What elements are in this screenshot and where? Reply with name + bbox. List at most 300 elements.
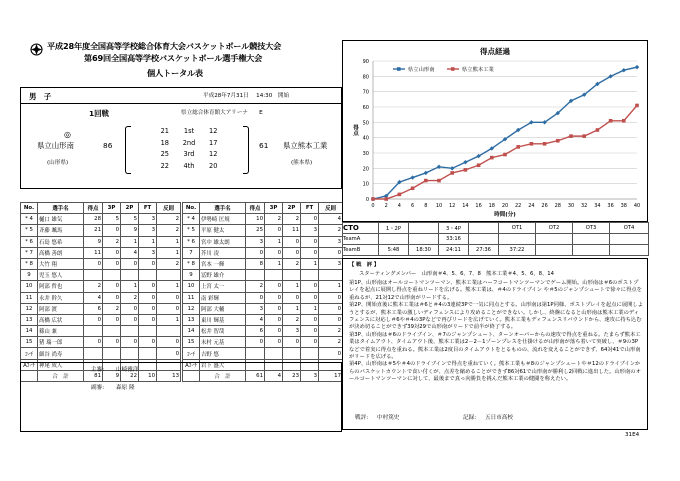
- stat-cell: 9: [183, 270, 200, 281]
- stat-cell: 12: [183, 303, 200, 314]
- stat-cell: 1: [283, 303, 301, 314]
- table-row: [183, 270, 343, 281]
- stat-cell: 9: [121, 225, 139, 236]
- stat-cell: 0: [84, 337, 103, 348]
- player-name-cell: 冨野 雄介: [200, 270, 246, 281]
- stat-cell: 4: [265, 370, 283, 381]
- y-tick-label: 70: [362, 89, 369, 96]
- player-name-cell: 阿部 哲也: [38, 281, 84, 292]
- table-row: [183, 326, 343, 337]
- quarter-scores: [139, 127, 239, 173]
- player-name-cell: 合 計: [38, 370, 84, 381]
- player-name-cell: 児玉 悠人: [38, 270, 84, 281]
- cto-cell: [573, 234, 610, 245]
- report-subtitle: 個人トータル表: [147, 68, 203, 78]
- stat-cell: 1: [121, 236, 139, 247]
- stat-cell: * 4: [183, 214, 200, 225]
- stat-cell: [301, 270, 319, 281]
- legend-marker: [451, 67, 455, 71]
- stat-cell: 0: [84, 314, 103, 325]
- stat-cell: 5: [121, 214, 139, 225]
- table-row: [21, 258, 181, 269]
- cto-cell: OT1: [499, 223, 536, 234]
- stat-cell: 2P: [283, 203, 301, 214]
- table-row: [183, 314, 343, 325]
- stat-cell: 0: [283, 337, 301, 348]
- player-name-cell: 篠山 兼: [38, 326, 84, 337]
- cto-cell: OT2: [536, 223, 573, 234]
- player-name-cell: 石島 悠希: [38, 236, 84, 247]
- starting-members: スターティングメンバー 山形南＃4、5、6、7、8 熊本工業＃4、5、6、8、14: [359, 271, 555, 277]
- stat-cell: [157, 270, 181, 281]
- game-info-panel: [20, 87, 342, 189]
- stat-cell: 28: [84, 214, 103, 225]
- x-tick-label: 26: [541, 203, 548, 209]
- stat-cell: 2: [103, 236, 121, 247]
- player-name-cell: 合 計: [200, 370, 246, 381]
- stat-cell: 2: [246, 281, 265, 292]
- stat-cell: 0: [157, 337, 181, 348]
- data-point: [450, 171, 454, 175]
- table-header-row: [183, 203, 343, 214]
- table-row: [183, 258, 343, 269]
- stat-cell: Aｺｰﾁ: [21, 359, 38, 370]
- stat-cell: 6: [246, 326, 265, 337]
- stat-cell: 2: [283, 314, 301, 325]
- data-point: [463, 160, 467, 164]
- stat-cell: 1: [157, 247, 181, 258]
- stat-cell: 21: [84, 225, 103, 236]
- stat-cell: 3P: [103, 203, 121, 214]
- stat-cell: 0: [265, 337, 283, 348]
- stat-cell: 反則: [319, 203, 343, 214]
- y-tick-label: 10: [362, 181, 369, 188]
- stat-cell: 3: [301, 225, 319, 236]
- stat-cell: 0: [84, 258, 103, 269]
- data-point: [424, 179, 428, 183]
- stat-cell: 1: [157, 236, 181, 247]
- x-tick-label: 16: [475, 203, 482, 209]
- stat-cell: 0: [139, 281, 157, 292]
- x-tick-label: 20: [501, 203, 509, 209]
- stat-cell: 7: [183, 247, 200, 258]
- cto-cell: 18:30: [409, 245, 439, 256]
- player-name-cell: 斉藤 颯馬: [38, 225, 84, 236]
- stat-cell: 0: [283, 236, 301, 247]
- data-point: [398, 193, 402, 197]
- commentary-q3: 第3P、山形南は＃6のドライブイン、＃7のジャンプシュート、ターンオーバーからの速攻で得点を重ねる。たまらず熊本工業はタイムアウト、タイムアウト後、熊本工業は2－2－1ゾーンプレスを仕掛けるが山形南が落ち着いて突破し、＃9の3Pなどで着実に得点を重ねる。熊本工業は2度目のタイムアウトをとるものの、流れを変えることができず、64対41で山形南がリードを広げる。: [349, 331, 641, 361]
- stat-cell: 2: [157, 258, 181, 269]
- stat-cell: 0: [301, 314, 319, 325]
- x-tick-label: 14: [462, 203, 469, 209]
- player-name-cell: 選手名: [38, 203, 84, 214]
- x-tick-label: 36: [607, 203, 614, 209]
- quarter-row: 22 4th 20: [160, 161, 218, 170]
- data-point: [464, 168, 468, 172]
- data-point: [503, 153, 507, 157]
- legend-marker: [397, 67, 401, 71]
- stat-cell: 10: [183, 281, 200, 292]
- player-name-cell: 東川 輝基: [200, 314, 246, 325]
- x-tick-label: 30: [567, 203, 575, 209]
- stat-cell: ｺｰﾁ: [183, 348, 200, 359]
- commentary-panel: [342, 258, 648, 430]
- page-code: 31E4: [625, 432, 640, 438]
- chart-title: 得点経過: [480, 47, 510, 56]
- stat-cell: [139, 348, 157, 359]
- cto-cell: [610, 234, 649, 245]
- officials-panel: [20, 362, 342, 432]
- stat-cell: [246, 270, 265, 281]
- table-row: [21, 270, 181, 281]
- stat-cell: 61: [246, 370, 265, 381]
- stat-cell: 3: [139, 214, 157, 225]
- gender-label: 男 子: [29, 92, 52, 101]
- stat-cell: 3P: [265, 203, 283, 214]
- player-name-cell: 吉野 悠: [200, 348, 246, 359]
- stat-cell: 1: [139, 236, 157, 247]
- commentary-q2: 第2P、開始直後に熊本工業は＃6と＃4の3連続3Pで一気に同点とする。山形南は第1P同様、ポストプレイを起点に展開しようとするが、熊本工業の激しいディフェンスにより攻めることができない。しかし、終盤になると山形南は熊本工業のディフェンスに対応し＃6や＃4の3Pなどで再びリードを広げていく。熊本工業もディフェンスリバウンドから、速攻に持ち込むが決め切ることができず39対29で山形南がリードで前半が終了する。: [349, 302, 644, 331]
- stat-cell: 1: [157, 314, 181, 325]
- commentary-body: [349, 280, 643, 384]
- table-header-row: [21, 203, 181, 214]
- stat-cell: 0: [319, 292, 343, 303]
- stat-cell: 3: [139, 247, 157, 258]
- referee-label: 主審:: [91, 367, 105, 373]
- stat-cell: 9: [103, 370, 121, 381]
- table-row: [21, 326, 181, 337]
- stat-cell: [121, 348, 139, 359]
- team-a-emblem: ◎: [64, 130, 71, 139]
- stat-cell: 14: [183, 326, 200, 337]
- table-row: [183, 214, 343, 225]
- stat-cell: 3: [319, 236, 343, 247]
- stat-cell: 0: [103, 225, 121, 236]
- round-label: 1回戦: [89, 109, 109, 118]
- stat-cell: 3: [301, 370, 319, 381]
- stat-cell: 0: [319, 247, 343, 258]
- stat-cell: 9: [84, 236, 103, 247]
- player-name-cell: 永井 幹久: [38, 292, 84, 303]
- quarter-bracket-left: [125, 126, 131, 174]
- stat-cell: 0: [265, 225, 283, 236]
- stat-cell: * 6: [21, 236, 38, 247]
- stat-cell: 2P: [121, 203, 139, 214]
- cto-row: [343, 245, 649, 256]
- stat-cell: 17: [319, 370, 343, 381]
- cto-cell: [469, 223, 499, 234]
- table-row: [183, 225, 343, 236]
- stat-cell: 0: [246, 292, 265, 303]
- data-point: [371, 197, 375, 201]
- stat-cell: 0: [157, 303, 181, 314]
- cto-cell: CTO: [343, 223, 379, 234]
- stat-cell: No.: [21, 203, 38, 214]
- player-name-cell: 岩下 盛大: [200, 359, 246, 370]
- player-name-cell: 南 彩輝: [200, 292, 246, 303]
- team-b-box-score: [182, 202, 342, 382]
- player-name-cell: 高橋 広状: [38, 314, 84, 325]
- stat-cell: [319, 270, 343, 281]
- cto-cell: 37:22: [499, 245, 536, 256]
- stat-cell: 2: [265, 214, 283, 225]
- stat-cell: [246, 348, 265, 359]
- stat-cell: 0: [301, 247, 319, 258]
- stat-cell: 得点: [246, 203, 265, 214]
- stat-cell: * 4: [21, 214, 38, 225]
- stat-cell: 0: [139, 292, 157, 303]
- data-point: [635, 65, 639, 69]
- stat-cell: 3: [319, 258, 343, 269]
- stat-cell: 0: [319, 348, 343, 359]
- stat-cell: [157, 326, 181, 337]
- stat-cell: 0: [283, 292, 301, 303]
- y-axis-label: 得点: [352, 124, 358, 136]
- data-point: [622, 119, 626, 123]
- quarter-row: 21 1st 12: [160, 127, 218, 135]
- stat-cell: [121, 326, 139, 337]
- cto-header-row: [343, 223, 649, 234]
- stat-cell: 1: [157, 281, 181, 292]
- cto-cell: 27:36: [469, 245, 499, 256]
- stat-cell: 25: [246, 225, 265, 236]
- data-point: [556, 139, 560, 143]
- team-b-name: 県立熊本工業: [283, 141, 328, 150]
- table-row: [183, 292, 343, 303]
- player-name-cell: 上宮 太一: [200, 281, 246, 292]
- player-name-cell: 猪 瑞一郎: [38, 337, 84, 348]
- cto-cell: [536, 245, 573, 256]
- stat-cell: 0: [301, 236, 319, 247]
- stat-cell: 2: [319, 326, 343, 337]
- stat-cell: 11: [183, 292, 200, 303]
- stat-cell: 9: [21, 270, 38, 281]
- stat-cell: 0: [121, 258, 139, 269]
- stat-cell: 反則: [157, 203, 181, 214]
- stat-cell: 0: [265, 326, 283, 337]
- stat-cell: 0: [121, 314, 139, 325]
- stat-cell: 13: [157, 370, 181, 381]
- stat-cell: 4: [84, 292, 103, 303]
- stat-cell: 1: [283, 281, 301, 292]
- stat-cell: 3: [283, 326, 301, 337]
- stat-cell: 0: [139, 314, 157, 325]
- table-row: [21, 337, 181, 348]
- stat-cell: 10: [21, 281, 38, 292]
- tournament-logo: [30, 41, 43, 54]
- team-a-box-score: [20, 202, 180, 382]
- stat-cell: [103, 348, 121, 359]
- data-point: [569, 134, 573, 138]
- tournament-title: 平成28年度全国高等学校総合体育大会バスケットボール競技大会: [47, 41, 282, 51]
- stat-cell: FT: [139, 203, 157, 214]
- stat-cell: 3: [139, 225, 157, 236]
- stat-cell: [283, 270, 301, 281]
- stat-cell: 1: [301, 303, 319, 314]
- referee-name: 山崎雅洋: [116, 367, 139, 373]
- player-name-cell: 宮本 一輝: [200, 258, 246, 269]
- stat-cell: 0: [103, 258, 121, 269]
- stat-cell: [265, 270, 283, 281]
- x-tick-label: 10: [435, 203, 443, 209]
- x-tick-label: 24: [528, 203, 535, 209]
- stat-cell: 0: [157, 292, 181, 303]
- quarter-row: 25 3rd 12: [160, 150, 218, 158]
- stat-cell: 22: [121, 370, 139, 381]
- stat-cell: FT: [301, 203, 319, 214]
- cto-cell: [536, 234, 573, 245]
- stat-cell: 4: [121, 247, 139, 258]
- stat-cell: 3: [246, 303, 265, 314]
- stat-cell: 2: [319, 337, 343, 348]
- stat-cell: 2: [84, 281, 103, 292]
- stat-cell: 14: [21, 326, 38, 337]
- data-point: [635, 104, 639, 108]
- stat-cell: 2: [157, 214, 181, 225]
- stat-cell: Aｺｰﾁ: [183, 359, 200, 370]
- table-row: [183, 281, 343, 292]
- stat-cell: 0: [103, 281, 121, 292]
- cto-row: [343, 234, 649, 245]
- cto-cell: OT3: [573, 223, 610, 234]
- table-row: [183, 337, 343, 348]
- cto-cell: 1・2P: [379, 223, 409, 234]
- stat-cell: 0: [265, 281, 283, 292]
- table-row: [21, 225, 181, 236]
- stat-cell: * 8: [183, 258, 200, 269]
- player-name-cell: 伊勢崎 匡規: [200, 214, 246, 225]
- y-tick-label: 30: [362, 151, 369, 157]
- data-point: [410, 175, 414, 179]
- player-name-cell: 芥川 凌: [200, 247, 246, 258]
- stat-cell: 10: [246, 214, 265, 225]
- stat-cell: [84, 326, 103, 337]
- y-tick-label: 50: [362, 120, 369, 127]
- team-b-pref: (熊本県): [291, 160, 313, 166]
- venue: 県立総合体育館大アリーナ E: [181, 110, 263, 116]
- cto-cell: [469, 234, 499, 245]
- data-point: [477, 163, 481, 167]
- table-row: [21, 247, 181, 258]
- x-tick-label: 6: [411, 203, 415, 209]
- quarter-row: 18 2nd 17: [160, 138, 218, 147]
- stat-cell: 2: [121, 292, 139, 303]
- umpire-name: 森原 隆: [116, 385, 135, 391]
- stat-cell: 得点: [84, 203, 103, 214]
- data-point: [609, 119, 613, 123]
- cto-cell: [409, 234, 439, 245]
- player-name-cell: 阿部 大輔: [200, 303, 246, 314]
- stat-cell: * 6: [183, 236, 200, 247]
- stat-cell: * 7: [21, 247, 38, 258]
- table-row: [21, 214, 181, 225]
- stat-cell: 1: [265, 236, 283, 247]
- cto-cell: [379, 234, 409, 245]
- y-tick-label: 20: [362, 166, 369, 173]
- cto-cell: 33:16: [439, 234, 469, 245]
- table-row: [21, 303, 181, 314]
- x-tick-label: 18: [488, 203, 495, 209]
- y-tick-label: 90: [362, 59, 369, 65]
- x-tick-label: 22: [515, 203, 522, 209]
- table-row: [21, 236, 181, 247]
- x-tick-label: 40: [633, 203, 641, 209]
- cto-cell: [409, 223, 439, 234]
- score-progress-chart: [342, 40, 648, 222]
- stat-cell: 0: [319, 314, 343, 325]
- writer-name: 中村篤史: [377, 415, 400, 421]
- cto-cell: [573, 245, 610, 256]
- data-point: [384, 197, 388, 201]
- stat-cell: 15: [183, 337, 200, 348]
- stat-cell: 1: [319, 281, 343, 292]
- umpire-label: 副審:: [91, 385, 105, 391]
- stat-cell: 6: [84, 303, 103, 314]
- x-tick-label: 8: [424, 203, 428, 209]
- commentary-q4: 第4P、山形南は＃5や＃4のドライブインで得点を重ねていく。熊本工業も＃8のジャンプシュートや＃12のドライブインからのバスケットカウントで食い付くが、点差を縮めることができず86対61で山形南が勝利し2回戦に進出した。山形南のオールコートマンツーマンに対して、最後まで真っ向勝負を挑んだ熊本工業の健闘を称えたい。: [349, 361, 641, 383]
- stat-cell: 0: [121, 303, 139, 314]
- stat-cell: 4: [319, 214, 343, 225]
- stat-cell: 23: [283, 370, 301, 381]
- stat-cell: 13: [21, 314, 38, 325]
- stat-cell: 0: [139, 258, 157, 269]
- stat-cell: [84, 270, 103, 281]
- stat-cell: 0: [283, 247, 301, 258]
- stat-cell: 2: [157, 225, 181, 236]
- stat-cell: No.: [183, 203, 200, 214]
- stat-cell: 3: [246, 236, 265, 247]
- table-row: [21, 314, 181, 325]
- data-point: [490, 156, 494, 160]
- table-row: [183, 247, 343, 258]
- team-b-score: 61: [259, 141, 269, 150]
- stat-cell: 0: [265, 303, 283, 314]
- stat-cell: 0: [139, 337, 157, 348]
- stat-cell: 0: [265, 292, 283, 303]
- x-tick-label: 34: [594, 203, 601, 209]
- table-row: [21, 281, 181, 292]
- player-name-cell: 平原 健太: [200, 225, 246, 236]
- stat-cell: 1: [301, 258, 319, 269]
- stat-cell: 0: [319, 303, 343, 314]
- stat-cell: * 5: [21, 225, 38, 236]
- commentary-q1: 第1P、山形南はオールコートマンツーマン、熊本工業はハーフコートマンツーマンでゲーム開始。山形南は＃6のポストプレイを起点に展開し得点を重ねリードを広げる。熊本工業は、＃4のドライブイン や＃5のジャンプシュートで徐々に得点を重ねるが、21対12で山形南がリードする。: [349, 280, 642, 301]
- stat-cell: 15: [21, 337, 38, 348]
- legend-label: 県立山形南: [408, 67, 435, 73]
- stat-cell: [121, 270, 139, 281]
- stat-cell: [301, 348, 319, 359]
- game-datetime: 平成28年7月31日 14:30 開始: [203, 93, 290, 99]
- x-tick-label: 28: [554, 203, 561, 209]
- data-point: [516, 145, 520, 149]
- quarter-bracket-right: [243, 126, 249, 174]
- writer-label: 戦評:: [355, 415, 369, 421]
- stat-cell: 0: [265, 247, 283, 258]
- stat-cell: [103, 270, 121, 281]
- cto-cell: 5:48: [379, 245, 409, 256]
- cto-cell: 3・4P: [439, 223, 469, 234]
- player-name-cell: 松井 智哉: [200, 326, 246, 337]
- x-tick-label: 4: [397, 203, 401, 209]
- y-tick-label: 40: [362, 135, 369, 142]
- stat-cell: 0: [157, 348, 181, 359]
- data-point: [596, 128, 600, 132]
- stat-cell: 12: [21, 303, 38, 314]
- table-row: [183, 303, 343, 314]
- stat-cell: 0: [265, 314, 283, 325]
- stat-cell: [103, 326, 121, 337]
- data-point: [411, 186, 415, 190]
